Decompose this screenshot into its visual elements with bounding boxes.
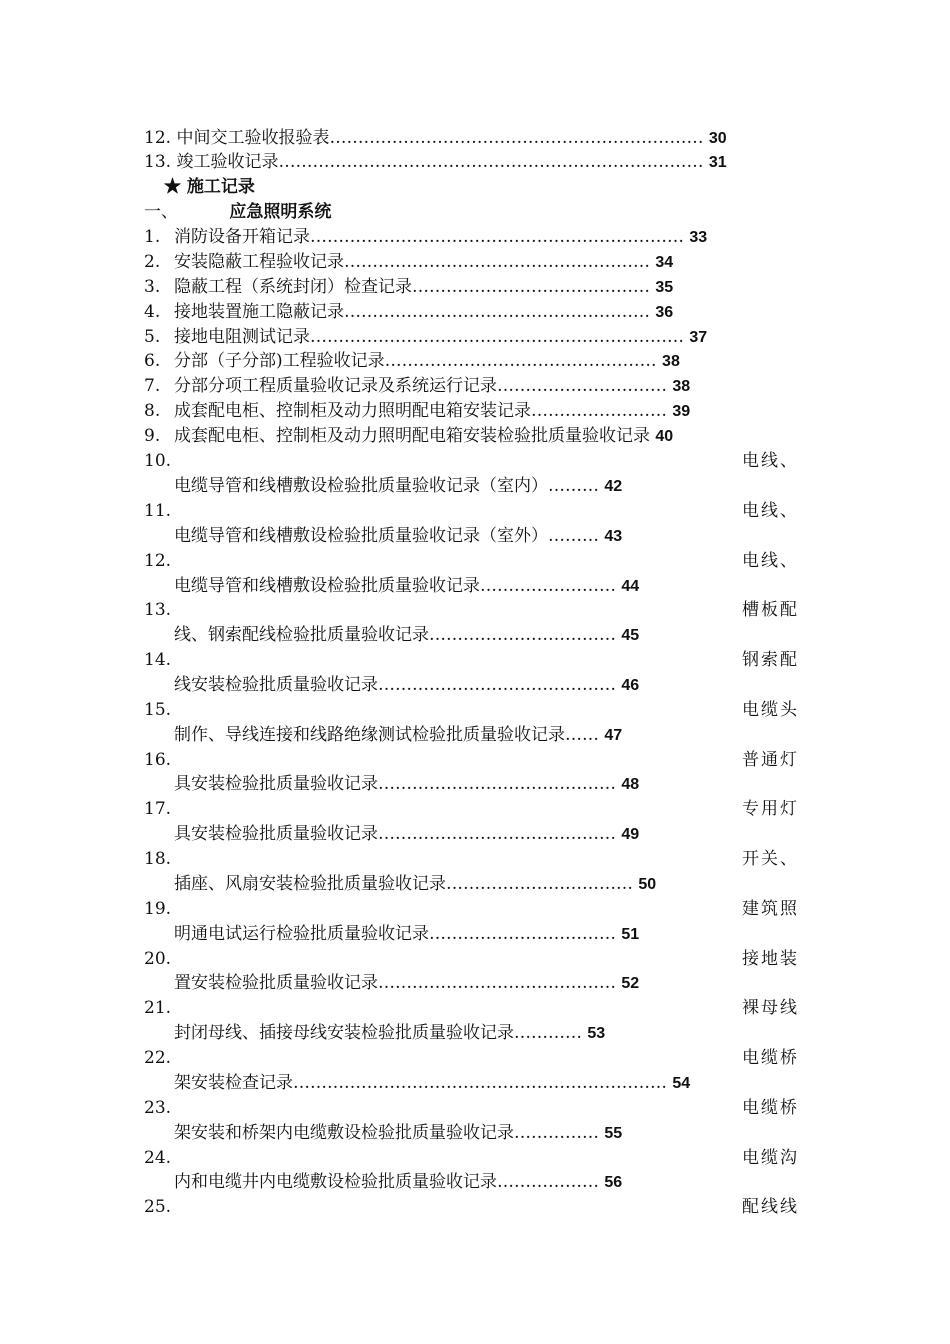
toc-label: 12. 中间交工验收报验表 xyxy=(144,128,330,148)
toc-page-number: 54 xyxy=(672,1075,691,1092)
toc-label: 隐蔽工程（系统封闭）检查记录 xyxy=(174,277,412,297)
toc-page-number: 51 xyxy=(621,926,640,943)
toc-entry xyxy=(144,399,690,423)
toc-entry xyxy=(174,1170,622,1194)
toc-page-number: 56 xyxy=(604,1174,623,1191)
toc-entry xyxy=(174,1121,622,1145)
toc-label: 置安装检验批质量验收记录 xyxy=(174,973,378,993)
toc-dots: …………………………… xyxy=(429,924,616,944)
toc-number: 7. xyxy=(144,376,161,396)
toc-label: 内和电缆井内电缆敷设检验批质量验收记录 xyxy=(174,1172,497,1192)
toc-page-number: 43 xyxy=(604,528,623,545)
toc-label: 安装隐蔽工程验收记录 xyxy=(174,252,344,272)
toc-dots: ……… xyxy=(548,526,599,546)
toc-page-number: 35 xyxy=(655,279,674,296)
toc-label-head: 电缆桥 xyxy=(742,1098,799,1118)
toc-page-number: 46 xyxy=(621,677,640,694)
toc-entry xyxy=(174,574,639,598)
toc-entry xyxy=(174,673,639,697)
toc-label: 制作、导线连接和线路绝缘测试检验批质量验收记录 xyxy=(174,725,565,745)
toc-dots: ……………………………………………… xyxy=(344,302,650,322)
toc-label: 封闭母线、插接母线安装检验批质量验收记录 xyxy=(174,1023,514,1043)
toc-dots: …………………………… xyxy=(429,625,616,645)
toc-number: 10. xyxy=(144,451,172,471)
toc-entry xyxy=(174,772,639,796)
toc-number: 11. xyxy=(144,501,172,521)
toc-page-number: 31 xyxy=(708,154,727,171)
toc-page-number: 53 xyxy=(587,1025,606,1042)
toc-entry xyxy=(144,126,727,150)
toc-number: 23. xyxy=(144,1098,172,1118)
toc-page-number: 45 xyxy=(621,627,640,644)
toc-page-number: 39 xyxy=(672,403,691,420)
toc-number: 19. xyxy=(144,899,172,919)
toc-dots: ………………………………………………………… xyxy=(293,1073,667,1093)
toc-number: 18. xyxy=(144,849,172,869)
toc-page-number: 49 xyxy=(621,826,640,843)
toc-entry xyxy=(144,374,690,398)
toc-label-head: 电线、 xyxy=(742,451,799,471)
toc-label-head: 接地装 xyxy=(742,949,799,969)
toc-label: 架安装检查记录 xyxy=(174,1073,293,1093)
toc-page-number: 40 xyxy=(655,428,674,445)
toc-label: 架安装和桥架内电缆敷设检验批质量验收记录 xyxy=(174,1123,514,1143)
toc-page-number: 42 xyxy=(604,478,623,495)
toc-dots: ………… xyxy=(514,1023,582,1043)
toc-label: 成套配电柜、控制柜及动力照明配电箱安装检验批质量验收记录 xyxy=(174,426,650,446)
toc-dots: …………………………………… xyxy=(378,675,616,695)
section-heading: ★ 施工记录 xyxy=(164,177,255,197)
toc-page-number: 52 xyxy=(621,975,640,992)
toc-entry xyxy=(174,822,639,846)
toc-label: 电缆导管和线槽敷设检验批质量验收记录（室外） xyxy=(174,526,548,546)
toc-entry xyxy=(174,872,656,896)
toc-page-number: 33 xyxy=(689,229,708,246)
toc-label-head: 建筑照 xyxy=(742,899,799,919)
toc-entry xyxy=(174,623,639,647)
toc-dots: ……… xyxy=(548,476,599,496)
toc-entry xyxy=(144,325,707,349)
toc-number: 24. xyxy=(144,1148,172,1168)
toc-dots: …… xyxy=(565,725,599,745)
toc-label-head: 电线、 xyxy=(742,551,799,571)
toc-entry xyxy=(174,1021,605,1045)
toc-entry xyxy=(174,922,639,946)
toc-label: 13. 竣工验收记录 xyxy=(144,152,279,172)
toc-number: 21. xyxy=(144,998,172,1018)
toc-label: 接地装置施工隐蔽记录 xyxy=(174,302,344,322)
toc-label: 具安装检验批质量验收记录 xyxy=(174,824,378,844)
toc-dots: …………………… xyxy=(480,576,616,596)
toc-entry xyxy=(144,349,680,373)
toc-page-number: 55 xyxy=(604,1125,623,1142)
toc-dots: ………………………………………………………… xyxy=(310,327,684,347)
toc-label: 电缆导管和线槽敷设检验批质量验收记录（室内） xyxy=(174,476,548,496)
toc-page-number: 50 xyxy=(638,876,657,893)
toc-label: 具安装检验批质量验收记录 xyxy=(174,774,378,794)
toc-label: 分部分项工程质量验收记录及系统运行记录 xyxy=(174,376,497,396)
toc-dots: …………………… xyxy=(531,401,667,421)
toc-label-head: 槽板配 xyxy=(742,600,799,620)
toc-entry xyxy=(144,250,673,274)
toc-label: 插座、风扇安装检验批质量验收记录 xyxy=(174,874,446,894)
toc-dots: ………………………………………………………… xyxy=(310,227,684,247)
toc-number: 15. xyxy=(144,700,172,720)
toc-label-head: 电缆头 xyxy=(742,700,799,720)
toc-page-number: 47 xyxy=(604,727,623,744)
toc-label: 线安装检验批质量验收记录 xyxy=(174,675,378,695)
toc-entry xyxy=(144,150,727,174)
toc-page-number: 38 xyxy=(672,378,691,395)
toc-number: 6. xyxy=(144,351,161,371)
toc-dots: …………… xyxy=(514,1123,599,1143)
toc-label-head: 开关、 xyxy=(742,849,799,869)
toc-number: 22. xyxy=(144,1048,172,1068)
toc-label-head: 普通灯 xyxy=(742,750,799,770)
toc-number: 9. xyxy=(144,426,161,446)
toc-dots: …………………………………… xyxy=(378,973,616,993)
toc-label-head: 专用灯 xyxy=(742,799,799,819)
toc-dots: ………………………………………………………… xyxy=(329,128,704,148)
toc-dots: …………………………………… xyxy=(378,774,616,794)
toc-entry xyxy=(174,474,622,498)
toc-label-head: 钢索配 xyxy=(742,650,799,670)
toc-dots: ………………………………………………………………… xyxy=(278,152,704,172)
toc-page-number: 38 xyxy=(662,353,680,370)
toc-page-number: 37 xyxy=(689,329,708,346)
toc-entry xyxy=(174,971,639,995)
toc-entry xyxy=(144,275,673,299)
toc-page-number: 30 xyxy=(708,130,727,147)
subsection-title: 应急照明系统 xyxy=(229,202,332,222)
toc-label-head: 电线、 xyxy=(742,501,799,521)
toc-dots: ………………………………………… xyxy=(384,351,657,371)
toc-entry xyxy=(174,524,622,548)
toc-entry xyxy=(144,424,673,448)
toc-number: 20. xyxy=(144,949,172,969)
toc-number: 4. xyxy=(144,302,161,322)
toc-page-number: 44 xyxy=(621,578,640,595)
toc-label-head: 电缆沟 xyxy=(742,1148,799,1168)
toc-number: 17. xyxy=(144,799,172,819)
toc-number: 1. xyxy=(144,227,161,247)
toc-entry xyxy=(144,225,707,249)
toc-dots: ……………… xyxy=(497,1172,599,1192)
toc-number: 13. xyxy=(144,600,172,620)
toc-label: 消防设备开箱记录 xyxy=(174,227,310,247)
toc-dots: ………………………… xyxy=(497,376,667,396)
toc-number: 2. xyxy=(144,252,161,272)
toc-label: 分部（子分部)工程验收记录 xyxy=(174,351,385,371)
toc-label: 成套配电柜、控制柜及动力照明配电箱安装记录 xyxy=(174,401,531,421)
toc-label-head: 裸母线 xyxy=(742,998,799,1018)
toc-entry xyxy=(174,723,622,747)
toc-label-head: 配线线 xyxy=(742,1197,799,1217)
toc-dots: …………………………………… xyxy=(412,277,650,297)
toc-number: 14. xyxy=(144,650,172,670)
toc-dots: …………………………… xyxy=(446,874,633,894)
toc-number: 12. xyxy=(144,551,172,571)
toc-number: 5. xyxy=(144,327,161,347)
toc-label: 电缆导管和线槽敷设检验批质量验收记录 xyxy=(174,576,480,596)
toc-number: 25. xyxy=(144,1197,172,1217)
toc-dots: ……………………………………………… xyxy=(344,252,650,272)
toc-page-number: 34 xyxy=(655,254,674,271)
toc-entry xyxy=(174,1071,690,1095)
toc-number: 16. xyxy=(144,750,172,770)
toc-number: 3. xyxy=(144,277,161,297)
toc-label-head: 电缆桥 xyxy=(742,1048,799,1068)
toc-page-number: 48 xyxy=(621,776,640,793)
toc-label: 接地电阻测试记录 xyxy=(174,327,310,347)
toc-dots: …………………………………… xyxy=(378,824,616,844)
subsection-heading xyxy=(144,200,331,224)
toc-label: 明通电试运行检验批质量验收记录 xyxy=(174,924,429,944)
toc-entry xyxy=(144,300,673,324)
toc-label: 线、钢索配线检验批质量验收记录 xyxy=(174,625,429,645)
toc-page-number: 36 xyxy=(655,304,674,321)
toc-number: 8. xyxy=(144,401,161,421)
subsection-number: 一、 xyxy=(144,202,178,222)
